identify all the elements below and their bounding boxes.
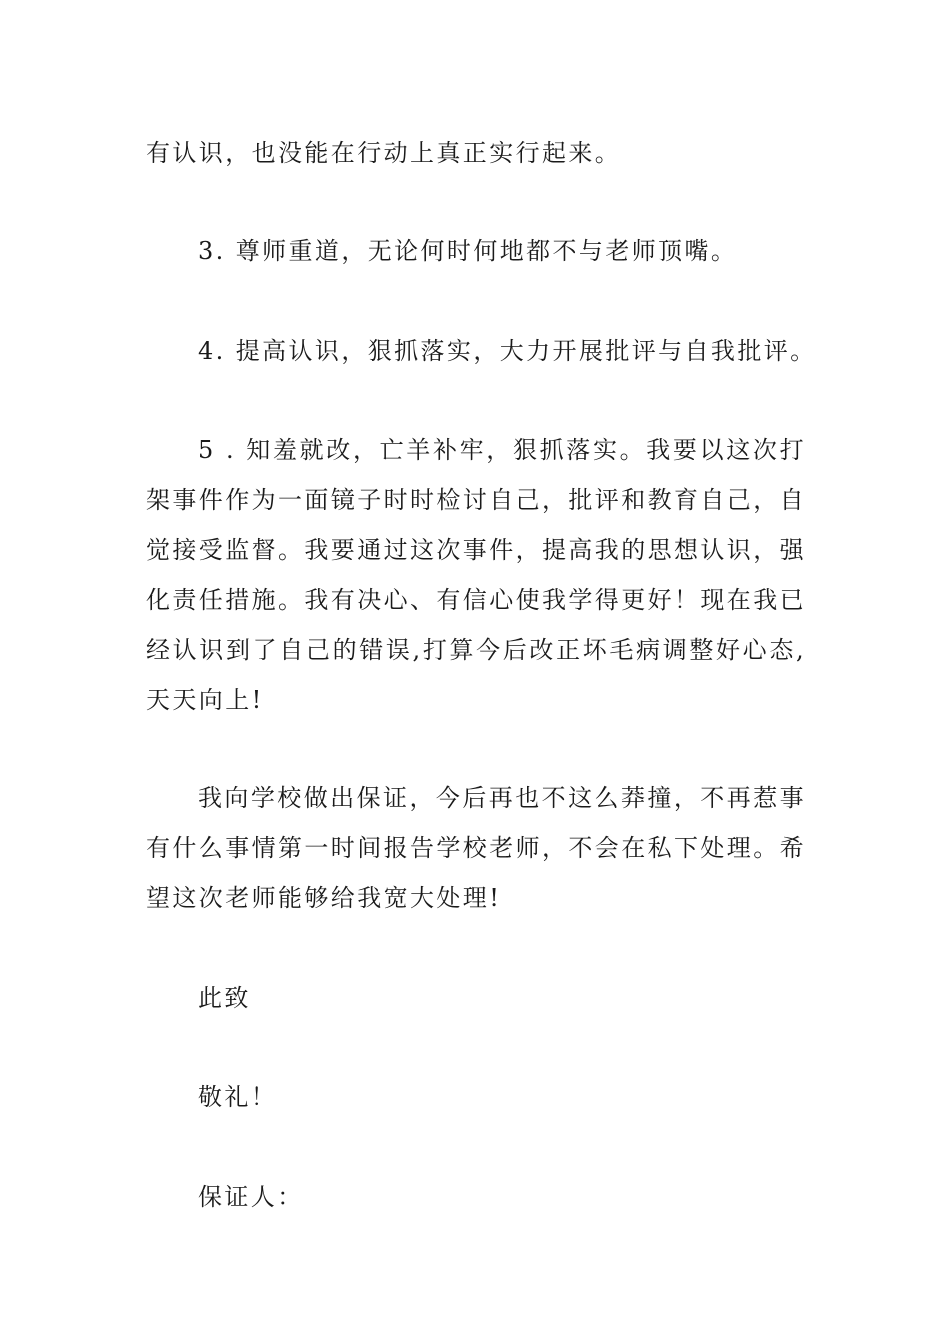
signature-label: 保证人： [198,1183,304,1211]
continuation-line: 有认识，也没能在行动上真正实行起来。 [146,139,622,167]
list-item-5: 5 . 知羞就改，亡羊补牢，狠抓落实。我要以这次打架事件作为一面镜子时时检讨自己，批评和教育自己，自觉接受监督。我要通过这次事件，提高我的思想认识，强化责任措施。我有决心、有信心使我学得更好！现在我已经认识到了自己的错误,打算今后改正坏毛病调整好心态,天天向上! [146,436,806,714]
list-item-3: 3. 尊师重道，无论何时何地都不与老师顶嘴。 [198,237,738,265]
closing-line-1: 此致 [198,984,251,1012]
promise-paragraph: 我向学校做出保证，今后再也不这么莽撞，不再惹事有什么事情第一时间报告学校老师，不会在私下处理。希望这次老师能够给我宽大处理! [146,784,806,912]
closing-line-2: 敬礼！ [198,1083,278,1111]
list-item-4: 4. 提高认识，狠抓落实，大力开展批评与自我批评。 [198,337,817,365]
